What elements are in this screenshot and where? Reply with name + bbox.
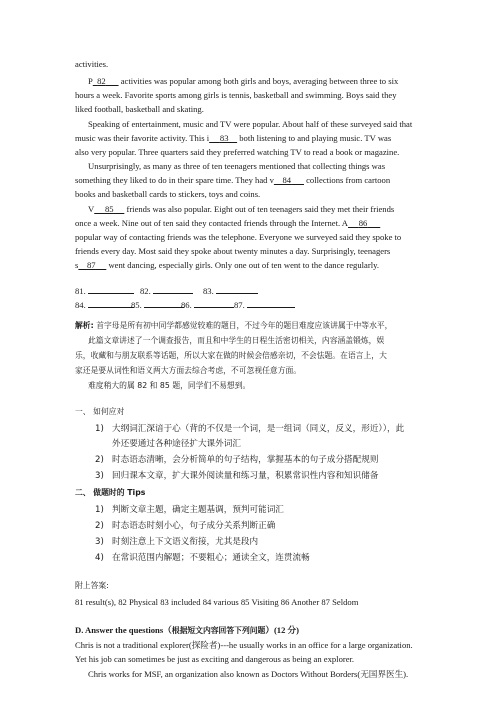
passage-line: s 87 went dancing, especially girls. Only one out of ten went to the dance regularly.	[75, 260, 379, 270]
passage-line: liked football, basketball and skating.	[75, 104, 204, 114]
answer-line-82: 82.	[140, 284, 193, 297]
passage-line: activities.	[75, 59, 109, 69]
analysis-line: 此篇文章讲述了一个调查报告，而且和中学生的日程生活密切相关，内容涵盖锻炼，娱	[88, 336, 385, 345]
passage-line: also very popular. Three quarters said they preferred watching TV to read a book or magazine.	[75, 147, 400, 157]
list-number: 2)	[95, 521, 104, 531]
section-title-how: 一、 如何应对	[75, 407, 125, 416]
passage-line: music was their favorite activity. This i 83 both listening to and playing music. TV was	[75, 133, 392, 143]
answers-line: 81 result(s), 82 Physical 83 included 84 various 85 Visiting 86 Another 87 Seldom	[75, 597, 359, 607]
answer-line-81: 81.	[75, 284, 134, 297]
list-item: 大纲词汇深谙于心（背的不仅是一个词，是一组词（同义，反义，形近）），此	[112, 424, 405, 434]
list-number: 2)	[95, 455, 104, 465]
analysis-line: 难度稍大的属 82 和 85 题，同学们不易想到。	[88, 381, 251, 390]
passage-line: Unsurprisingly, as many as three of ten teenagers mentioned that collecting things was	[88, 161, 386, 171]
list-number: 3)	[95, 471, 104, 481]
passage-line: popular way of contacting friends was the telephone. Everyone we surveyed said they spoke to	[75, 232, 402, 242]
list-number: 1)	[95, 424, 104, 434]
passage-line: Speaking of entertainment, music and TV were popular. About half of these surveyed said that	[88, 119, 413, 129]
section-d-line: Yet his job can sometimes be just as exciting and dangerous as being an explorer.	[75, 654, 355, 664]
analysis-line: 乐，收藏和与朋友联系等话题，所以大家在做的时候会倍感亲切，不会怯题。在语言上，大	[75, 351, 387, 360]
analysis-line: 解析: 首字母是所有初中同学都感觉较难的题目，不过今年的题目难度应该讲属于中等水平，	[75, 321, 393, 330]
list-item: 时态语态清晰，会分析简单的句子结构，掌握基本的句子成分搭配规则	[112, 455, 379, 465]
list-number: 1)	[95, 505, 104, 515]
answer-line-83: 83.	[203, 284, 258, 297]
passage-line: P 82 activities was popular among both girls and boys, averaging between three to six	[88, 76, 399, 86]
list-item: 回归课本文章，扩大课外阅读量和练习量，积累常识性内容和知识储备	[112, 471, 379, 481]
section-d-line: Chris is not a traditional explorer(探险者)---he usually works in an office for a large organization.	[75, 640, 413, 650]
passage-line: once a week. Nine out of ten said they contacted friends through the Internet. A 86	[75, 217, 380, 229]
section-d-heading: D. Answer the questions（根据短文内容回答下列问题）(12 分)	[75, 625, 299, 635]
blank-83: 83	[219, 133, 229, 143]
blank-82: 82	[97, 76, 106, 86]
list-item: 外还要通过各种途径扩大课外词汇	[112, 439, 241, 449]
section-d-line: Chris works for MSF, an organization also known as Doctors Without Borders(无国界医生).	[88, 669, 409, 679]
blank-86: 86	[358, 218, 368, 228]
answer-line-87: 87.	[234, 298, 295, 311]
list-item: 在常识范围内解题；不要粗心；通读全文，连贯流畅	[112, 553, 310, 563]
passage-line: something they liked to do in their spare time. They had v 84 collections from cartoon	[75, 175, 391, 185]
answers-label: 附上答案:	[75, 581, 109, 590]
passage-line: books and basketball cards to stickers, toys and coins.	[75, 189, 261, 199]
passage-line: friends every day. Most said they spoke about twenty minutes a day. Surprisingly, teenagers	[75, 246, 391, 256]
list-number: 3)	[95, 537, 104, 547]
answer-line-86: 86.	[181, 298, 234, 311]
blank-85: 85	[104, 204, 114, 214]
list-item: 判断文章主题，确定主题基调，预判可能词汇	[112, 505, 284, 515]
list-item: 时态语态时刻小心，句子成分关系判断正确	[112, 521, 276, 531]
analysis-label: 解析:	[75, 321, 94, 330]
list-item: 时刻注意上下文语义衔接，尤其是段内	[112, 537, 259, 547]
list-number: 4)	[95, 553, 104, 563]
answer-line-84: 84.	[75, 298, 134, 311]
passage-line: hours a week. Favorite sports among girls is tennis, basketball and swimming. Boys said they	[75, 90, 397, 100]
passage-line: V 85 friends was also popular. Eight out of ten teenagers said they met their friends	[88, 204, 395, 214]
answer-line-85: 85.	[131, 298, 184, 311]
analysis-line: 家还是要从词性和语义两大方面去综合考虑，不可忽视任意方面。	[75, 366, 302, 375]
blank-87: 87	[86, 260, 96, 270]
section-title-tips: 二、 做题时的 Tips	[75, 488, 146, 497]
blank-84: 84	[282, 175, 292, 185]
